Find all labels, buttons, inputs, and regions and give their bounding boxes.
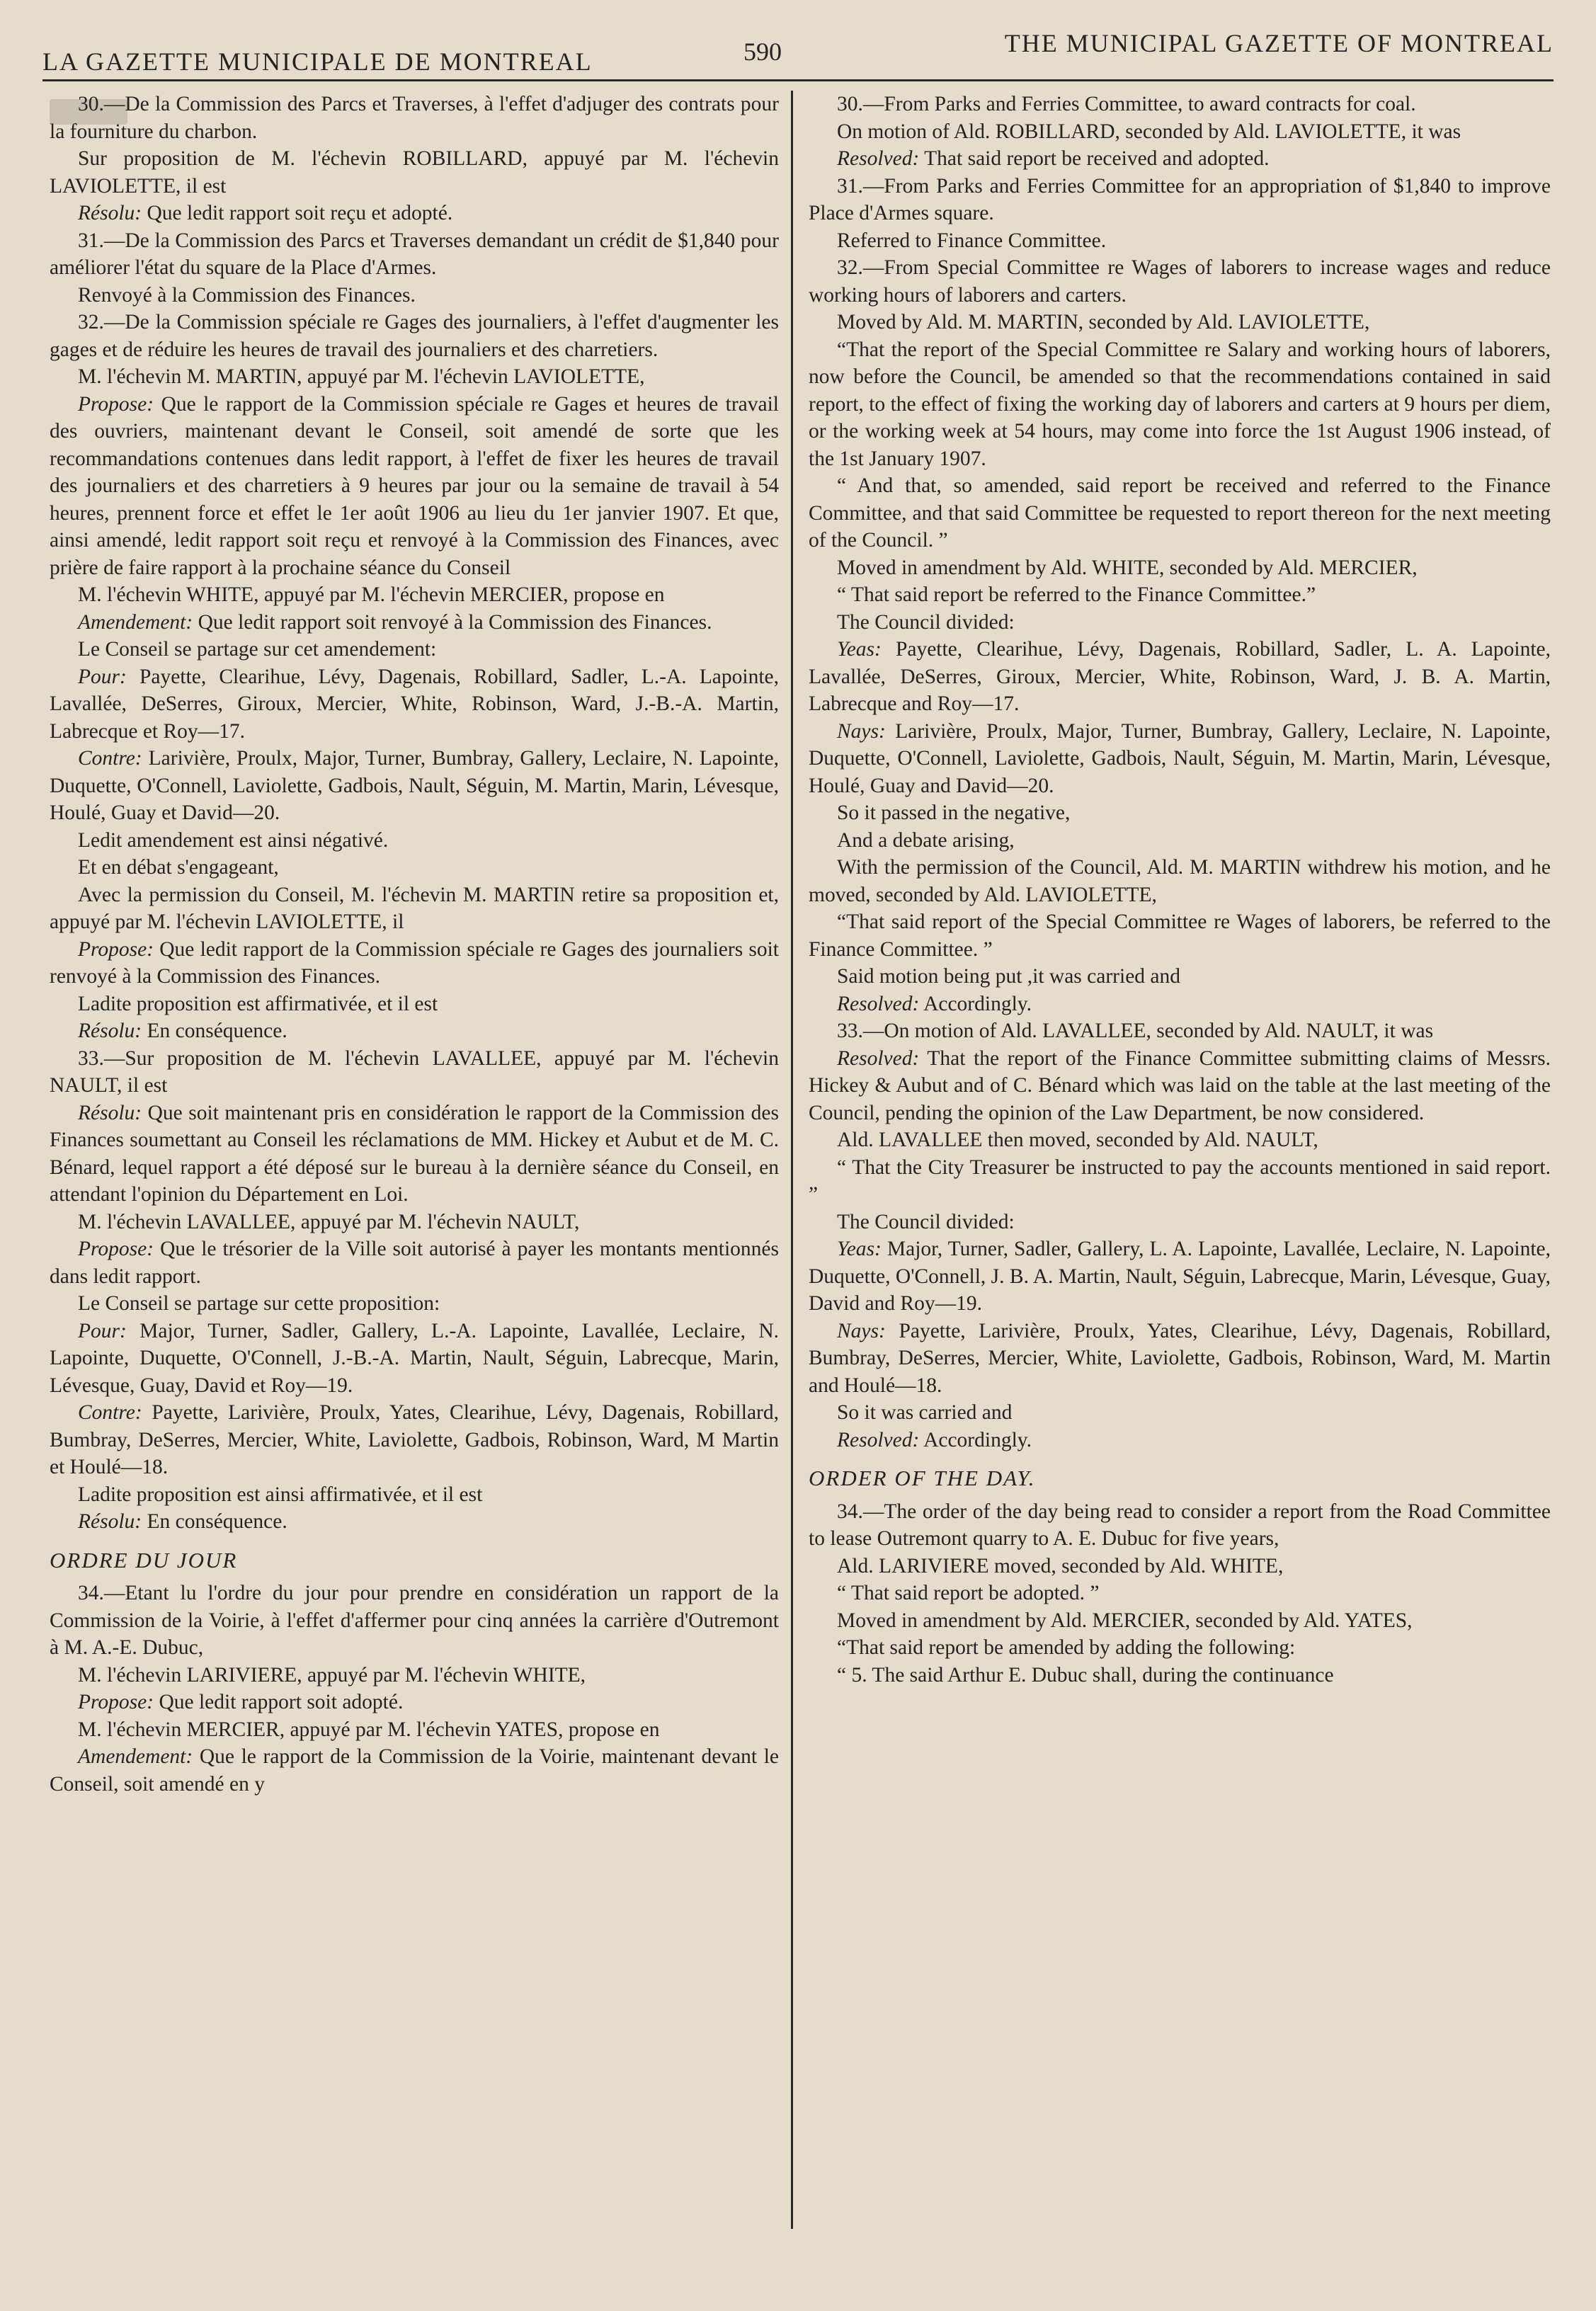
- paragraph-text: Payette, Larivière, Proulx, Yates, Clearihue, Lévy, Dagenais, Robillard, Bumbray, DeSerres, Mercier, White, Laviolette, Gadbois, Robinson, Ward, M. Martin and Houlé—18.: [809, 1319, 1551, 1397]
- paragraph: [50, 91, 779, 145]
- paragraph-text: “ 5. The said Arthur E. Dubuc shall, during the continuance: [837, 1663, 1334, 1687]
- paragraph: [809, 991, 1551, 1018]
- paragraph-text: On motion of Ald. ROBILLARD, seconded by Ald. LAVIOLETTE, it was: [837, 120, 1461, 143]
- paragraph: [50, 227, 779, 282]
- paragraph: [809, 1399, 1551, 1427]
- resolution-label: Resolved:: [837, 1046, 920, 1070]
- paragraph: [809, 1318, 1551, 1400]
- paragraph-text: M. l'échevin WHITE, appuyé par M. l'échevin MERCIER, propose en: [78, 583, 665, 606]
- paragraph: [809, 1607, 1551, 1635]
- paragraph-text: Moved by Ald. M. MARTIN, seconded by Ald. LAVIOLETTE,: [837, 311, 1370, 333]
- paragraph-text: Ledit amendement est ainsi négativé.: [78, 828, 389, 852]
- paragraph-text: Que le trésorier de la Ville soit autorisé à payer les montants mentionnés dans ledit rapport.: [50, 1238, 780, 1288]
- paragraph: [809, 118, 1551, 146]
- paragraph: [50, 881, 779, 936]
- paragraph: [50, 663, 779, 746]
- paragraph-text: Larivière, Proulx, Major, Turner, Bumbray, Gallery, Leclaire, N. Lapointe, Duquette, O'Connell, Laviolette, Gadbois, Nault, Séguin, M. Martin, Marin, Lévesque, Houlé, Guay et David—20.: [50, 747, 779, 824]
- paragraph: [50, 200, 779, 227]
- paragraph: [50, 854, 779, 881]
- resolution-label: Pour:: [78, 665, 127, 688]
- french-column: [50, 91, 779, 1798]
- paragraph: [809, 91, 1551, 118]
- resolution-label: Resolved:: [837, 147, 920, 170]
- paragraph-text: M. l'échevin LARIVIERE, appuyé par M. l'échevin WHITE,: [78, 1663, 586, 1687]
- paragraph: [50, 1209, 779, 1236]
- paragraph: [809, 1236, 1551, 1318]
- paragraph-text: The Council divided:: [837, 610, 1015, 634]
- paragraph: [50, 391, 779, 582]
- paragraph-text: Accordingly.: [923, 1428, 1032, 1451]
- paragraph-text: Que le rapport de la Commission spéciale re Gages et heures de travail des ouvriers, maintenant devant le Conseil, soit amendé de sorte que les recommandations contenues dans ledit rapport, à l'effet de fixer les heures de travail des journaliers et des charretiers à 9 heures par jour ou la semaine de travail à 54 heures, prennent force et effet le 1er août 1906 au lieu du 1er janvier 1907. Et que, ainsi amendé, ledit rapport soit reçu et renvoyé à la Commission des Finances, avec prière de faire rapport à la prochaine séance du Conseil: [50, 392, 779, 579]
- paragraph-text: “ And that, so amended, said report be received and referred to the Finance Committee, and that said Committee be requested to report thereon for the next meeting of the Council. ”: [809, 474, 1551, 552]
- resolution-label: Resolved:: [837, 1428, 920, 1451]
- paragraph: [50, 1318, 779, 1400]
- paragraph-text: The Council divided:: [837, 1210, 1015, 1233]
- resolution-label: Propose:: [78, 1691, 154, 1713]
- paragraph-text: 31.—De la Commission des Parcs et Traverses demandant un crédit de $1,840 pour améliorer l'état du square de la Place d'Armes.: [50, 229, 779, 279]
- paragraph: [809, 472, 1551, 554]
- resolution-label: Résolu:: [78, 1510, 142, 1533]
- paragraph-text: Renvoyé à la Commission des Finances.: [78, 283, 416, 307]
- paragraph: [809, 1045, 1551, 1127]
- paragraph-text: 33.—Sur proposition de M. l'échevin LAVALLEE, appuyé par M. l'échevin NAULT, il est: [50, 1046, 779, 1097]
- paragraph: [50, 1399, 779, 1481]
- paragraph: [50, 581, 779, 609]
- paragraph-text: 33.—On motion of Ald. LAVALLEE, seconded by Ald. NAULT, it was: [837, 1020, 1434, 1042]
- resolution-label: Yeas:: [837, 638, 882, 661]
- paragraph: [809, 581, 1551, 609]
- page-header: [42, 28, 1554, 85]
- paragraph-text: Le Conseil se partage sur cette proposition:: [78, 1292, 440, 1315]
- paragraph: [809, 609, 1551, 637]
- paragraph-text: En conséquence.: [147, 1510, 287, 1533]
- paragraph-text: “That said report be amended by adding the following:: [837, 1636, 1296, 1659]
- english-column: [809, 91, 1551, 1689]
- paragraph-text: Payette, Clearihue, Lévy, Dagenais, Robillard, Sadler, L.-A. Lapointe, Lavallée, DeSerres, Giroux, Mercier, White, Robinson, Ward, J.-B.-A. Martin, Labrecque et Roy—17.: [50, 665, 779, 743]
- paragraph-text: Et en débat s'engageant,: [78, 856, 279, 879]
- paragraph-text: Referred to Finance Committee.: [837, 229, 1107, 252]
- paragraph: [809, 1154, 1551, 1209]
- paragraph-text: Sur proposition de M. l'échevin ROBILLARD, appuyé par M. l'échevin LAVIOLETTE, il est: [50, 147, 779, 198]
- paragraph-text: Moved in amendment by Ald. WHITE, seconded by Ald. MERCIER,: [837, 556, 1418, 579]
- paragraph: [809, 1662, 1551, 1689]
- paragraph-text: En conséquence.: [147, 1020, 287, 1042]
- paragraph: [50, 282, 779, 309]
- resolution-label: Propose:: [78, 937, 154, 961]
- resolution-label: Contre:: [78, 747, 142, 770]
- paragraph: [50, 309, 779, 363]
- paragraph: [809, 854, 1551, 908]
- paragraph-text: Le Conseil se partage sur cet amendement:: [78, 638, 437, 661]
- paragraph-text: Ald. LARIVIERE moved, seconded by Ald. WHITE,: [837, 1554, 1284, 1577]
- paragraph: [809, 309, 1551, 336]
- resolution-label: Amendement:: [78, 610, 193, 634]
- paragraph-text: Ald. LAVALLEE then moved, seconded by Ald. NAULT,: [837, 1129, 1318, 1151]
- paragraph-text: Que ledit rapport soit renvoyé à la Commission des Finances.: [198, 610, 712, 634]
- resolution-label: Contre:: [78, 1401, 142, 1424]
- paragraph: [50, 1045, 779, 1100]
- paragraph-text: 34.—The order of the day being read to consider a report from the Road Committee to lease Outremont quarry to A. E. Dubuc for five years,: [809, 1500, 1551, 1550]
- paragraph-text: 34.—Etant lu l'ordre du jour pour prendre en considération un rapport de la Commission de la Voirie, à l'effet d'affermer pour cinq années la carrière d'Outremont à M. A.-E. Dubuc,: [50, 1582, 779, 1659]
- paragraph-text: “That the report of the Special Committee re Salary and working hours of laborers, now before the Council, be amended so that the recommendations contained in said report, to the effect of fixing the working day of laborers and carters at 9 hours per diem, or the working week at 54 hours, may come into force the 1st August 1906 instead, of the 1st January 1907.: [809, 338, 1551, 470]
- paragraph: [50, 936, 779, 991]
- paragraph: [50, 1290, 779, 1318]
- resolution-label: Propose:: [78, 392, 154, 416]
- paragraph: [809, 908, 1551, 963]
- paragraph: [809, 718, 1551, 800]
- paragraph-text: Ladite proposition est affirmativée, et il est: [78, 992, 438, 1015]
- paragraph-text: 30.—From Parks and Ferries Committee, to award contracts for coal.: [837, 93, 1416, 115]
- paragraph-text: Payette, Larivière, Proulx, Yates, Clearihue, Lévy, Dagenais, Robillard, Bumbray, DeSerres, Mercier, White, Laviolette, Gadbois, Robinson, Ward, M Martin et Houlé—18.: [50, 1401, 780, 1478]
- paragraph: [50, 745, 779, 827]
- paragraph: [50, 1481, 779, 1509]
- paragraph-text: Que ledit rapport soit adopté.: [159, 1691, 404, 1713]
- paragraph-text: Major, Turner, Sadler, Gallery, L. A. Lapointe, Lavallée, Leclaire, N. Lapointe, Duquette, O'Connell, J. B. A. Martin, Nault, Séguin, Labrecque, Marin, Lévesque, Guay, David and Roy—19.: [809, 1238, 1551, 1315]
- paragraph-text: M. l'échevin LAVALLEE, appuyé par M. l'échevin NAULT,: [78, 1210, 580, 1233]
- paragraph: [809, 1126, 1551, 1154]
- paragraph: [809, 336, 1551, 473]
- resolution-label: Propose:: [78, 1238, 154, 1260]
- paragraph: [50, 363, 779, 391]
- paragraph-text: Larivière, Proulx, Major, Turner, Bumbray, Gallery, Leclaire, N. Lapointe, Duquette, O'Connell, Laviolette, Gadbois, Nault, Séguin, M. Martin, Marin, Lévesque, Houlé, Guay and David—20.: [809, 719, 1551, 797]
- paragraph: [50, 827, 779, 855]
- paragraph-text: Major, Turner, Sadler, Gallery, L.-A. Lapointe, Lavallée, Leclaire, N. Lapointe, Duquette, O'Connell, J.-B.-A. Martin, Nault, Séguin, Labrecque, Marin, Lévesque, Guay, David et Roy—19.: [50, 1319, 780, 1397]
- paragraph: [809, 963, 1551, 991]
- paragraph: [50, 1508, 779, 1536]
- paragraph-text: That said report be received and adopted.: [924, 147, 1270, 170]
- paragraph: [50, 636, 779, 663]
- paragraph-text: With the permission of the Council, Ald. M. MARTIN withdrew his motion, and he moved, seconded by Ald. LAVIOLETTE,: [809, 856, 1551, 906]
- paragraph: [809, 1580, 1551, 1607]
- resolution-label: Pour:: [78, 1319, 127, 1342]
- paragraph-text: “ That said report be referred to the Finance Committee.”: [837, 583, 1316, 606]
- paragraph-text: Que le rapport de la Commission de la Voirie, maintenant devant le Conseil, soit amendé en y: [50, 1745, 780, 1796]
- paragraph-text: “ That said report be adopted. ”: [837, 1582, 1100, 1604]
- resolution-label: Resolved:: [837, 992, 920, 1015]
- paragraph-text: Said motion being put ,it was carried and: [837, 965, 1181, 988]
- paragraph: [809, 1498, 1551, 1553]
- paragraph-text: And a debate arising,: [837, 828, 1015, 852]
- paragraph-text: Ladite proposition est ainsi affirmativée, et il est: [78, 1483, 483, 1506]
- paragraph: [809, 173, 1551, 227]
- resolution-label: Résolu:: [78, 1020, 142, 1042]
- section-heading: ORDRE DU JOUR: [50, 1547, 238, 1573]
- paragraph-text: 32.—From Special Committee re Wages of laborers to increase wages and reduce working hours of laborers and carters.: [809, 256, 1551, 307]
- paragraph-text: Moved in amendment by Ald. MERCIER, seconded by Ald. YATES,: [837, 1609, 1413, 1632]
- resolution-label: Résolu:: [78, 202, 142, 224]
- resolution-label: Nays:: [837, 719, 886, 743]
- paragraph: [50, 1100, 779, 1209]
- paragraph-text: 32.—De la Commission spéciale re Gages des journaliers, à l'effet d'augmenter les gages et de réduire les heures de travail des journaliers et des charretiers.: [50, 311, 779, 361]
- paragraph-text: Accordingly.: [923, 992, 1032, 1015]
- paragraph: [809, 1634, 1551, 1662]
- paragraph-text: Avec la permission du Conseil, M. l'échevin M. MARTIN retire sa proposition et, appuyé par M. l'échevin LAVIOLETTE, il: [50, 883, 779, 933]
- paragraph: [50, 1580, 779, 1662]
- resolution-label: Amendement:: [78, 1745, 193, 1768]
- resolution-label: Nays:: [837, 1319, 886, 1342]
- paragraph: [50, 1689, 779, 1716]
- section-heading: ORDER OF THE DAY.: [809, 1466, 1036, 1490]
- paragraph-text: Payette, Clearihue, Lévy, Dagenais, Robillard, Sadler, L. A. Lapointe, Lavallée, DeSerres, Giroux, Mercier, White, Robinson, Ward, J. B. A. Martin, Labrecque and Roy—17.: [809, 638, 1551, 715]
- paragraph-text: 31.—From Parks and Ferries Committee for an appropriation of $1,840 to improve Place d'Armes square.: [809, 174, 1551, 224]
- paragraph: [50, 1743, 779, 1798]
- paragraph: [809, 1553, 1551, 1580]
- paragraph: [50, 1236, 779, 1290]
- paragraph-text: That the report of the Finance Committee submitting claims of Messrs. Hickey & Aubut and of C. Bénard which was laid on the table at the last meeting of the Council, pending the opinion of the Law Department, be now considered.: [809, 1046, 1551, 1124]
- paragraph-text: Que ledit rapport soit reçu et adopté.: [147, 202, 453, 224]
- header-rule: [42, 79, 1554, 81]
- paragraph: [809, 254, 1551, 309]
- paragraph-text: “That said report of the Special Committee re Wages of laborers, be referred to the Finance Committee. ”: [809, 911, 1551, 961]
- paragraph: [50, 1662, 779, 1689]
- paragraph-text: Que ledit rapport de la Commission spéciale re Gages des journaliers soit renvoyé à la Commission des Finances.: [50, 937, 780, 988]
- paragraph-text: Que soit maintenant pris en considération le rapport de la Commission des Finances soumettant au Conseil les réclamations de MM. Hickey et Aubut et de M. C. Bénard, lequel rapport a été déposé sur le bureau à la dernière séance du Conseil, en attendant l'opinion du Département en Loi.: [50, 1101, 779, 1206]
- paragraph-text: M. l'échevin MERCIER, appuyé par M. l'échevin YATES, propose en: [78, 1718, 660, 1741]
- paragraph: [50, 1017, 779, 1045]
- paragraph-text: 30.—De la Commission des Parcs et Traverses, à l'effet d'adjuger des contrats pour la fourniture du charbon.: [50, 93, 779, 143]
- header-title-english: THE MUNICIPAL GAZETTE OF MONTREAL: [1004, 29, 1554, 57]
- page-number: 590: [743, 38, 782, 66]
- paragraph-text: So it was carried and: [837, 1401, 1013, 1424]
- paragraph-text: M. l'échevin M. MARTIN, appuyé par M. l'échevin LAVIOLETTE,: [78, 365, 645, 388]
- paragraph: [50, 1716, 779, 1744]
- header-title-french: LA GAZETTE MUNICIPALE DE MONTREAL: [42, 47, 593, 76]
- paragraph: [809, 799, 1551, 827]
- paragraph: [809, 145, 1551, 173]
- paragraph: [809, 636, 1551, 718]
- paragraph: [809, 827, 1551, 855]
- paragraph: [50, 609, 779, 637]
- paragraph: [809, 1209, 1551, 1236]
- paragraph: [809, 227, 1551, 255]
- paragraph-text: So it passed in the negative,: [837, 801, 1071, 824]
- paragraph-text: “ That the City Treasurer be instructed to pay the accounts mentioned in said report. ”: [809, 1156, 1551, 1206]
- paragraph: [809, 1427, 1551, 1454]
- paragraph: [809, 1017, 1551, 1045]
- resolution-label: Résolu:: [78, 1101, 142, 1124]
- column-divider: [791, 91, 793, 2229]
- paragraph: [50, 145, 779, 200]
- paragraph: [809, 554, 1551, 582]
- paragraph: [50, 991, 779, 1018]
- resolution-label: Yeas:: [837, 1238, 882, 1260]
